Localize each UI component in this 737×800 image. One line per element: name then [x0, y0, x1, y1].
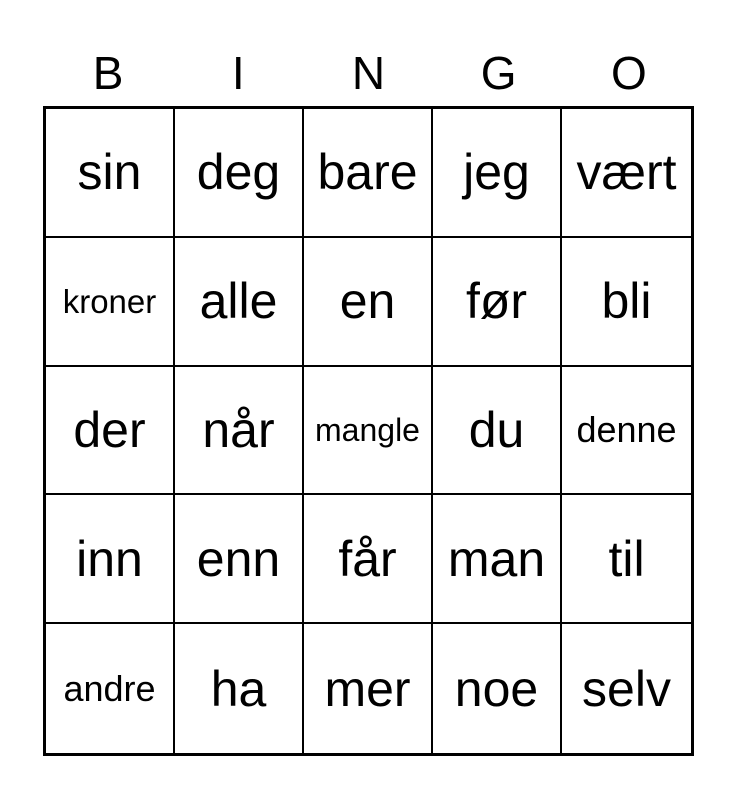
cell-word: kroner [62, 282, 157, 320]
bingo-header [43, 42, 694, 104]
header-letter-g: G [480, 47, 517, 99]
bingo-cell[interactable] [175, 495, 304, 624]
bingo-cell[interactable] [562, 109, 691, 238]
bingo-cell[interactable] [562, 367, 691, 496]
bingo-cell[interactable] [46, 624, 175, 753]
cell-word: vært [576, 144, 677, 201]
cell-word: selv [582, 660, 671, 717]
cell-word: sin [77, 144, 142, 201]
bingo-cell[interactable] [175, 367, 304, 496]
cell-word: mangle [315, 411, 420, 448]
bingo-cell[interactable] [175, 109, 304, 238]
bingo-cell[interactable] [304, 109, 433, 238]
bingo-cell[interactable] [433, 238, 562, 367]
header-letter-i: I [231, 47, 245, 99]
bingo-cell[interactable] [46, 109, 175, 238]
header-letter-o: O [610, 47, 647, 99]
bingo-cell[interactable] [562, 238, 691, 367]
cell-word: til [608, 530, 645, 587]
bingo-cell[interactable] [562, 624, 691, 753]
cell-word: en [339, 273, 396, 330]
bingo-cell[interactable] [433, 367, 562, 496]
bingo-cell[interactable] [304, 367, 433, 496]
cell-word: når [202, 401, 275, 458]
cell-word: der [73, 401, 146, 458]
cell-word: alle [199, 273, 278, 330]
bingo-cell[interactable] [46, 238, 175, 367]
bingo-cell[interactable] [46, 495, 175, 624]
cell-word: får [338, 530, 397, 587]
bingo-board [43, 106, 694, 756]
cell-word: bli [601, 273, 652, 330]
bingo-cell[interactable] [304, 624, 433, 753]
bingo-cell[interactable] [304, 495, 433, 624]
bingo-cell[interactable] [175, 624, 304, 753]
cell-word: mer [324, 660, 411, 717]
cell-word: andre [63, 667, 156, 709]
bingo-cell[interactable] [433, 495, 562, 624]
bingo-cell[interactable] [175, 238, 304, 367]
cell-word: ha [210, 660, 267, 717]
cell-word: inn [76, 530, 143, 587]
header-letter-n: N [351, 47, 386, 99]
bingo-cell[interactable] [433, 109, 562, 238]
cell-word: bare [317, 144, 418, 201]
header-letter-b: B [92, 47, 124, 99]
bingo-cell[interactable] [433, 624, 562, 753]
cell-word: jeg [463, 144, 530, 201]
cell-word: du [468, 401, 525, 458]
cell-word: denne [576, 408, 677, 450]
cell-word: noe [454, 660, 539, 717]
cell-word: enn [196, 530, 281, 587]
bingo-cell[interactable] [304, 238, 433, 367]
cell-word: deg [196, 144, 281, 201]
bingo-cell[interactable] [562, 495, 691, 624]
bingo-cell[interactable] [46, 367, 175, 496]
cell-word: man [447, 530, 546, 587]
cell-word: før [465, 273, 528, 330]
